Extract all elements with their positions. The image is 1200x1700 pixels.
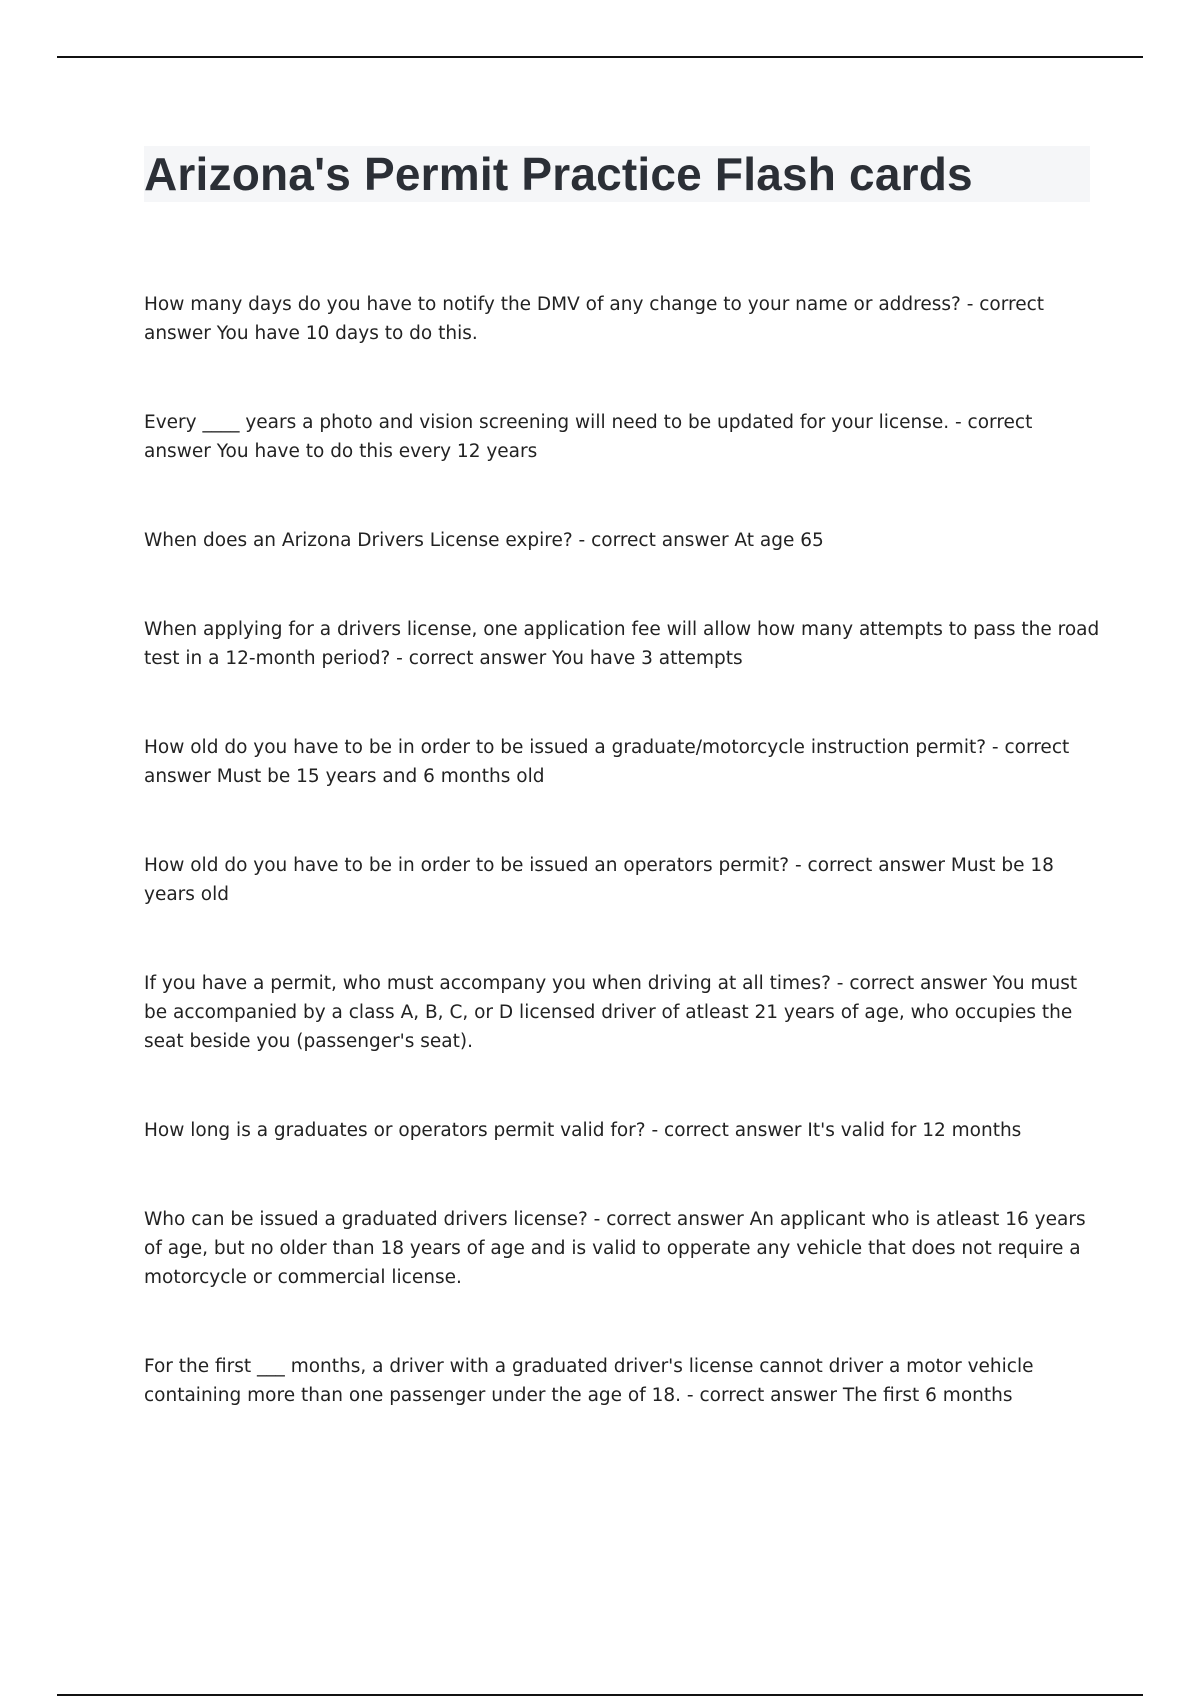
flashcard-2: Every ____ years a photo and vision screening will need to be updated for your license. - correct answer You have to do this every 12 years	[144, 412, 1033, 462]
flashcard-9: Who can be issued a graduated drivers license? - correct answer An applicant who is atleast 16 years of age, but no older than 18 years of age and is valid to opperate any vehicle that does not require a motorcycle or commercial license.	[144, 1209, 1086, 1288]
flashcard-5: How old do you have to be in order to be issued a graduate/motorcycle instruction permit? - correct answer Must be 15 years and 6 months old	[144, 737, 1070, 787]
flashcard-list	[144, 290, 1104, 1470]
flashcard-3: When does an Arizona Drivers License expire? - correct answer At age 65	[144, 530, 824, 551]
title-banner	[144, 146, 1090, 202]
page-title: Arizona's Permit Practice Flash cards	[144, 148, 973, 200]
flashcard-1: How many days do you have to notify the DMV of any change to your name or address? - correct answer You have 10 days to do this.	[144, 294, 1045, 344]
bottom-rule	[57, 1694, 1143, 1696]
top-rule	[57, 56, 1143, 58]
flashcard-8: How long is a graduates or operators permit valid for? - correct answer It's valid for 12 months	[144, 1120, 1022, 1141]
flashcard-10: For the first ___ months, a driver with a graduated driver's license cannot driver a motor vehicle containing more than one passenger under the age of 18. - correct answer The first 6 months	[144, 1356, 1034, 1406]
flashcard-6: How old do you have to be in order to be issued an operators permit? - correct answer Must be 18 years old	[144, 855, 1054, 905]
flashcard-4: When applying for a drivers license, one application fee will allow how many attempts to pass the road test in a 12-month period? - correct answer You have 3 attempts	[144, 619, 1100, 669]
flashcard-7: If you have a permit, who must accompany you when driving at all times? - correct answer You must be accompanied by a class A, B, C, or D licensed driver of atleast 21 years of age, who occupies the seat beside you (passenger's seat).	[144, 973, 1078, 1052]
